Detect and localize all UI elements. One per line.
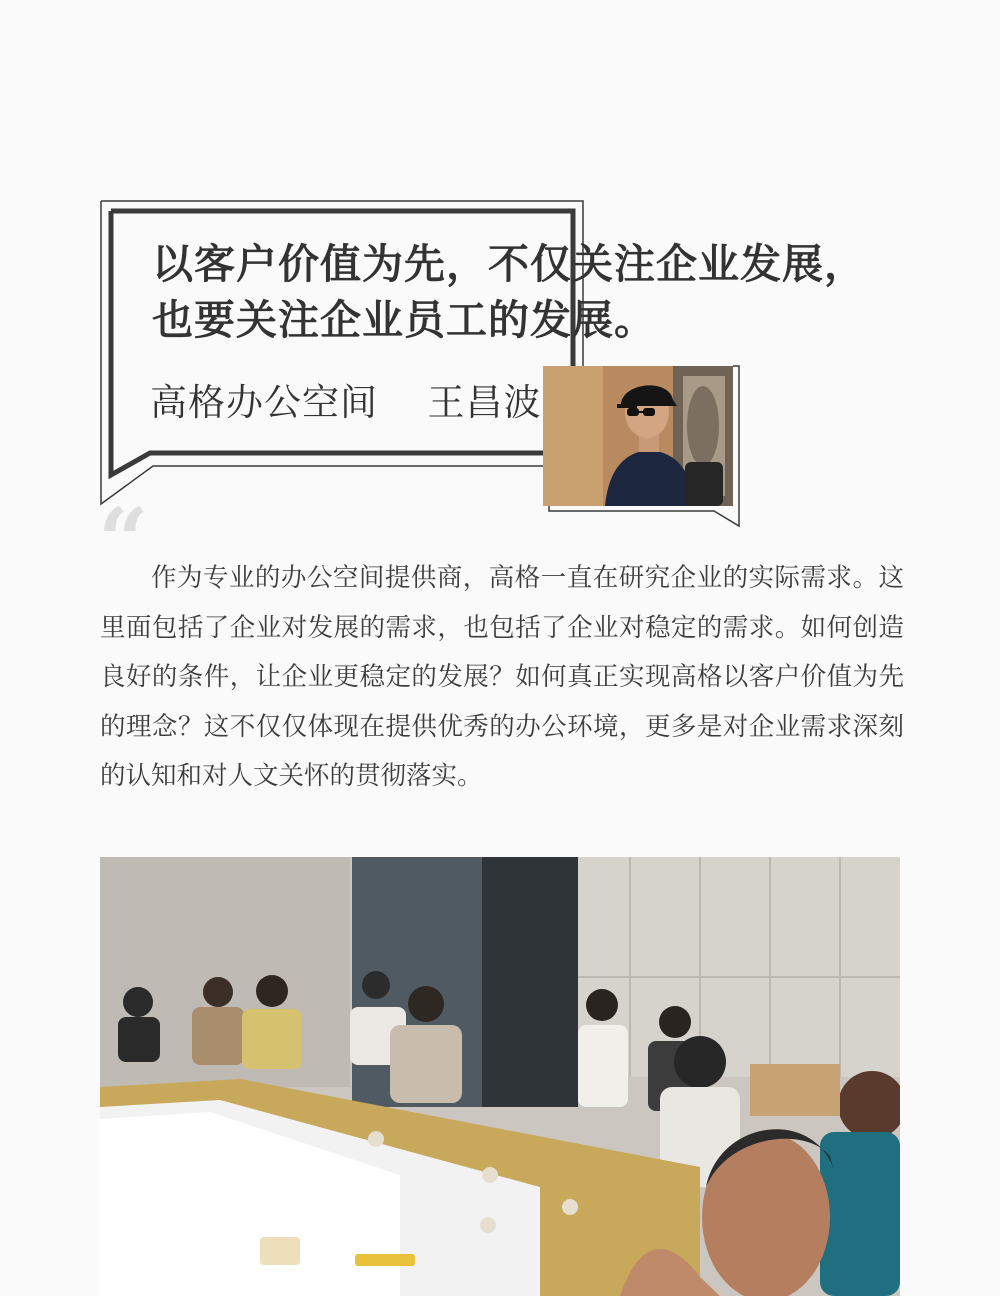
open-quote-icon: “ [98, 488, 149, 592]
quote-attribution [150, 372, 542, 426]
portrait-photo [543, 366, 733, 506]
person-name: 王昌波 [427, 381, 542, 424]
quote-headline-line-2: 也要关注企业员工的发展。 [152, 296, 656, 344]
article-paragraph: 作为专业的办公空间提供商，高格一直在研究企业的实际需求。这里面包括了企业对发展的需求，也包括了企业对稳定的需求。如何创造良好的条件，让企业更稳定的发展？如何真正实现高格以客户价值为先的理念？这不仅仅体现在提供优秀的办公环境，更多是对企业需求深刻的认知和对人文关怀的贯彻落实。 [100, 563, 904, 791]
quote-headline-line-1: 以客户价值为先，不仅关注企业发展， [152, 240, 866, 288]
quote-headline [152, 236, 866, 348]
company-name: 高格办公空间 [150, 381, 378, 424]
meeting-photo [100, 857, 900, 1296]
